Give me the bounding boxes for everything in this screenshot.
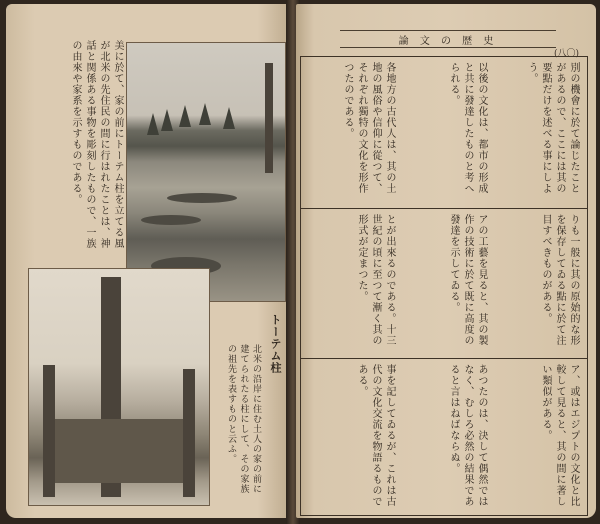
- totem-pole-shape: [183, 369, 195, 497]
- header-title: 論 文 の 歴 史: [398, 36, 498, 47]
- totem-photo: [28, 268, 210, 506]
- text-column: 各地方の古代人は、其の土地の風俗や信仰に從つて、それぞれ獨特の文化を形作つたのである。: [342, 62, 395, 194]
- tree-shape: [161, 109, 173, 131]
- section-rule: [300, 358, 588, 359]
- text-column: アの工藝を見ると、其の製作の技術に於て既に高度の發達を示してゐる。: [448, 214, 487, 346]
- text-column: 事を記してゐるが、これは古代の文化交流を物語るものである。: [356, 364, 395, 507]
- left-top-text-column: 美に於て、家の前にトーテム柱を立てる風が北米の先住民の間に行はれたことは、神話と関係ある事物を彫刻したもので、一族の由來や家系を示すものである。: [70, 40, 123, 249]
- text-column: あつたのは、決して偶然ではなく、むしろ必然の結果であると言はねばならぬ。: [448, 364, 487, 507]
- totem-pole-shape: [265, 63, 273, 173]
- photo-caption: [210, 314, 282, 500]
- text-column: とが出來るのである。十三世紀の頃に至つて漸く其の形式が定まつた。: [356, 214, 395, 346]
- running-header: [340, 30, 556, 48]
- canoe-shape: [167, 193, 237, 203]
- page-number: (八〇): [554, 49, 580, 59]
- section-rule: [300, 208, 588, 209]
- caption-body: 北米の沿岸に住む土人の家の前に建てられたる柱にして、その家族の祖先を表すものと云ふ。: [226, 344, 261, 494]
- tree-shape: [199, 103, 211, 125]
- tree-shape: [179, 105, 191, 127]
- caption-title: トーテム柱: [269, 314, 282, 374]
- text-column: ア、或はエジプトの文化と比較して見ると、其の間に著しい類似がある。: [540, 364, 579, 507]
- village-photo: [126, 42, 286, 302]
- house-front: [55, 419, 183, 483]
- canoe-shape: [141, 215, 201, 225]
- text-column: 以後の文化は、都市の形成と共に發達したものと考へられる。: [448, 62, 487, 194]
- text-column: 別の機會に於て論じたことがあるので、ここには其の要點だけを述べる事にしよう。: [526, 62, 579, 194]
- tree-shape: [147, 113, 159, 135]
- tree-shape: [223, 107, 235, 129]
- totem-pole-shape: [43, 365, 55, 497]
- text-column: りも一般に其の原始的な形を保存してゐる點に於て注目すべきものがある。: [540, 214, 579, 346]
